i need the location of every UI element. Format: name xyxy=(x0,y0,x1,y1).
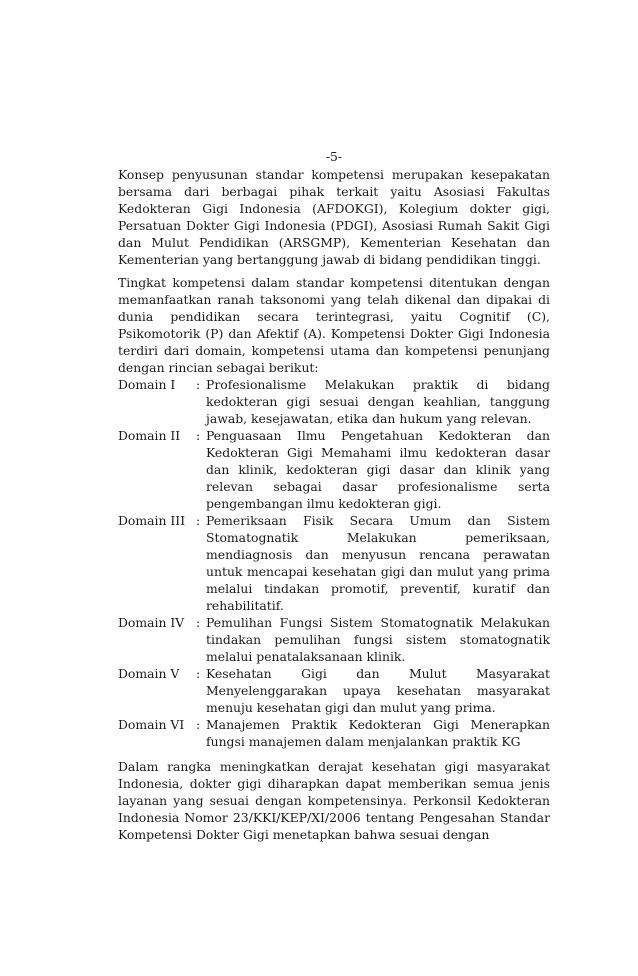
domain-description: Pemeriksaan Fisik Secara Umum dan Sistem Stomatognatik Melakukan pemeriksaan, mendiagnosis dan menyusun rencana perawatan untuk mencapai kesehatan gigi dan mulut yang prima melalui tindakan promotif, preventif, kuratif dan rehabilitatif. xyxy=(206,513,550,613)
page-number: -5- xyxy=(325,149,343,164)
domain-row-1 xyxy=(118,376,550,427)
domain-colon: : xyxy=(196,615,201,630)
domain-label: Domain I xyxy=(118,377,176,392)
domain-label: Domain VI xyxy=(118,717,185,732)
domain-row-2 xyxy=(118,427,550,512)
domain-label: Domain IV xyxy=(118,615,185,630)
domain-description: Penguasaan Ilmu Pengetahuan Kedokteran dan Kedokteran Gigi Memahami ilmu kedokteran dasar dan klinik, kedokteran gigi dasar dan klinik yang relevan sebagai dasar profesionalisme serta pengembangan ilmu kedokteran gigi. xyxy=(206,428,550,511)
document-page xyxy=(118,148,550,843)
domain-description: Pemulihan Fungsi Sistem Stomatognatik Melakukan tindakan pemulihan fungsi sistem stomatognatik melalui penatalaksanaan klinik. xyxy=(206,615,550,664)
domain-label: Domain II xyxy=(118,428,181,443)
paragraph-competency-level: Tingkat kompetensi dalam standar kompetensi ditentukan dengan memanfaatkan ranah taksonomi yang telah dikenal dan dipakai di dunia pendidikan secara terintegrasi, yaitu Cognitif (C), Psikomotorik (P) dan Afektif (A). Kompetensi Dokter Gigi Indonesia terdiri dari domain, kompetensi utama dan kompetensi penunjang dengan rincian sebagai berikut: xyxy=(118,275,550,375)
paragraph-concept: Konsep penyusunan standar kompetensi merupakan kesepakatan bersama dari berbagai pihak terkait yaitu Asosiasi Fakultas Kedokteran Gigi Indonesia (AFDOKGI), Kolegium dokter gigi, Persatuan Dokter Gigi Indonesia (PDGI), Asosiasi Rumah Sakit Gigi dan Mulut Pendidikan (ARSGMP), Kementerian Kesehatan dan Kementerian yang bertanggung jawab di bidang pendidikan tinggi. xyxy=(118,167,550,267)
domain-colon: : xyxy=(196,513,201,528)
domain-row-5 xyxy=(118,665,550,716)
domain-row-4 xyxy=(118,614,550,665)
domain-description: Manajemen Praktik Kedokteran Gigi Menerapkan fungsi manajemen dalam menjalankan praktik KG xyxy=(206,717,550,749)
domain-list xyxy=(118,376,550,750)
domain-label: Domain V xyxy=(118,666,180,681)
domain-description: Profesionalisme Melakukan praktik di bidang kedokteran gigi sesuai dengan keahlian, tanggung jawab, kesejawatan, etika dan hukum yang relevan. xyxy=(206,377,550,426)
domain-row-3 xyxy=(118,512,550,614)
domain-colon: : xyxy=(196,428,201,443)
domain-row-6 xyxy=(118,716,550,750)
domain-colon: : xyxy=(196,377,201,392)
domain-colon: : xyxy=(196,717,201,732)
paragraph-service-scope: Dalam rangka meningkatkan derajat kesehatan gigi masyarakat Indonesia, dokter gigi diharapkan dapat memberikan semua jenis layanan yang sesuai dengan kompetensinya. Perkonsil Kedokteran Indonesia Nomor 23/KKI/KEP/XI/2006 tentang Pengesahan Standar Kompetensi Dokter Gigi menetapkan bahwa sesuai dengan xyxy=(118,759,550,842)
domain-colon: : xyxy=(196,666,201,681)
domain-description: Kesehatan Gigi dan Mulut Masyarakat Menyelenggarakan upaya kesehatan masyarakat menuju kesehatan gigi dan mulut yang prima. xyxy=(206,666,550,715)
domain-label: Domain III xyxy=(118,513,186,528)
